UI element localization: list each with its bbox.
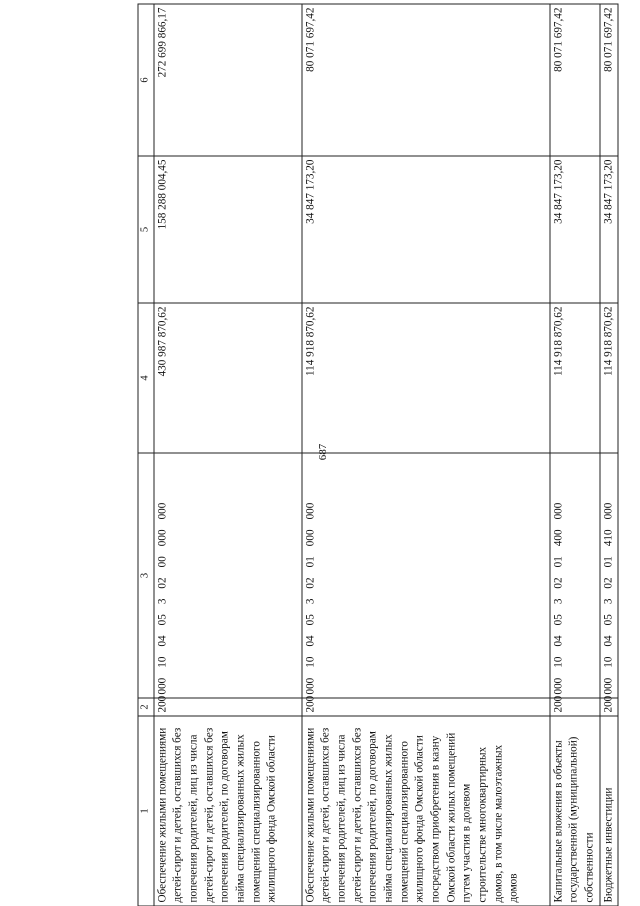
code-segment: 000 xyxy=(156,502,169,519)
code-segment: 000 xyxy=(602,502,615,519)
header-col-3: 3 xyxy=(138,453,154,698)
code-segment: 10 xyxy=(602,656,615,668)
table-row xyxy=(600,4,619,906)
code-segment: 02 xyxy=(552,576,565,589)
row-value-4: 114 918 870,62 xyxy=(550,303,600,453)
row-value-4: 114 918 870,62 xyxy=(600,303,619,453)
code-segment: 04 xyxy=(304,634,317,647)
code-segment: 02 xyxy=(602,576,615,589)
code-segment: 02 xyxy=(156,576,169,589)
header-col-2: 2 xyxy=(138,698,154,716)
row-name: Обеспечение жилыми помещениями детей-сирот и детей, оставшихся без попечения родителей, лиц из числа детей-сирот и детей, оставшихся без попечения родителей, по договорам найма специализированных жилых помещений специализированного жилищного фонда Омской области xyxy=(154,716,302,906)
row-budget-code xyxy=(302,453,550,698)
budget-table-container xyxy=(138,4,615,906)
row-value-4: 430 987 870,62 xyxy=(154,303,302,453)
code-segment: 04 xyxy=(602,634,615,647)
row-value-5: 34 847 173,20 xyxy=(302,156,550,303)
row-value-5: 34 847 173,20 xyxy=(550,156,600,303)
code-segment: 000 xyxy=(602,677,615,694)
page-number: 687 xyxy=(317,443,329,461)
code-segment: 00 xyxy=(156,555,169,567)
table-row xyxy=(550,4,600,906)
code-segment: 04 xyxy=(552,634,565,647)
row-admin-code: 200 xyxy=(154,698,302,716)
code-segment: 000 xyxy=(156,677,169,694)
code-segment: 01 xyxy=(552,555,565,567)
code-segment: 10 xyxy=(552,656,565,668)
row-value-4: 114 918 870,62 xyxy=(302,303,550,453)
code-segment: 000 xyxy=(304,528,317,546)
code-segment: 04 xyxy=(156,634,169,647)
code-segment: 000 xyxy=(304,677,317,694)
row-value-5: 158 288 004,45 xyxy=(154,156,302,303)
row-budget-code xyxy=(550,453,600,698)
code-segment: 3 xyxy=(304,598,317,604)
row-name: Бюджетные инвестиции xyxy=(600,716,619,906)
header-row xyxy=(138,4,154,906)
row-admin-code: 200 xyxy=(600,698,619,716)
code-segment: 05 xyxy=(602,613,615,625)
code-segment: 02 xyxy=(304,576,317,589)
header-col-1: 1 xyxy=(138,716,154,906)
table-row xyxy=(154,4,302,906)
header-col-6: 6 xyxy=(138,4,154,156)
row-name: Обеспечение жилыми помещениями детей-сирот и детей, оставшихся без попечения родителей, лиц из числа детей-сирот и детей, оставшихся без попечения родителей, по договорам найма специализированных жилых помещений специализированного жилищного фонда Омской области посредством приобретения в казну Омской области жилых помещений путем участия в долевом строительстве многоквартирных домов, в том числе малоэтажных домов xyxy=(302,716,550,906)
row-admin-code: 200 xyxy=(550,698,600,716)
code-segment: 000 xyxy=(304,502,317,519)
row-admin-code: 200 xyxy=(302,698,550,716)
code-segment: 3 xyxy=(602,598,615,604)
row-budget-code xyxy=(600,453,619,698)
code-segment: 3 xyxy=(552,598,565,604)
row-budget-code xyxy=(154,453,302,698)
code-segment: 000 xyxy=(552,502,565,519)
code-segment: 01 xyxy=(602,555,615,567)
code-segment: 05 xyxy=(156,613,169,625)
code-segment: 400 xyxy=(552,528,565,546)
row-value-6: 80 071 697,42 xyxy=(600,4,619,156)
code-segment: 3 xyxy=(156,598,169,604)
code-segment: 01 xyxy=(304,555,317,567)
row-value-6: 272 699 866,17 xyxy=(154,4,302,156)
code-segment: 05 xyxy=(552,613,565,625)
code-segment: 410 xyxy=(602,528,615,546)
header-col-5: 5 xyxy=(138,156,154,303)
code-segment: 000 xyxy=(552,677,565,694)
code-segment: 05 xyxy=(304,613,317,625)
budget-table xyxy=(138,3,619,906)
code-segment: 10 xyxy=(304,656,317,668)
row-name: Капитальные вложения в объекты государственной (муниципальной) собственности xyxy=(550,716,600,906)
table-row xyxy=(302,4,550,906)
header-col-4: 4 xyxy=(138,303,154,453)
row-value-5: 34 847 173,20 xyxy=(600,156,619,303)
code-segment: 000 xyxy=(156,528,169,546)
row-value-6: 80 071 697,42 xyxy=(302,4,550,156)
row-value-6: 80 071 697,42 xyxy=(550,4,600,156)
code-segment: 10 xyxy=(156,656,169,668)
